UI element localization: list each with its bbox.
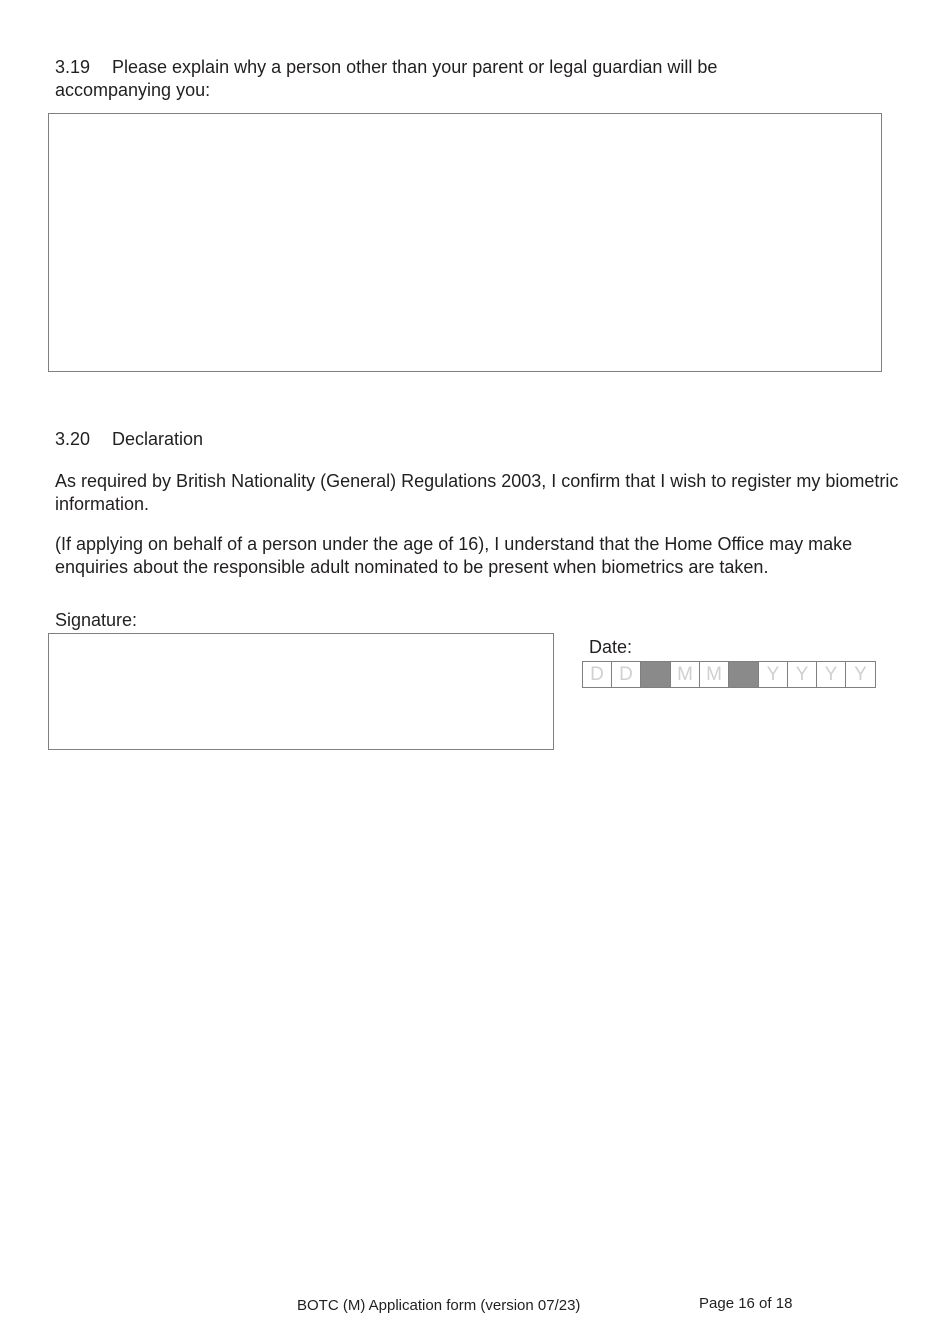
question-number: 3.20 — [55, 429, 91, 449]
date-year-digit-1[interactable]: Y — [759, 662, 788, 687]
date-day-digit-1[interactable]: D — [583, 662, 612, 687]
date-year-digit-3[interactable]: Y — [817, 662, 846, 687]
date-day-digit-2[interactable]: D — [612, 662, 641, 687]
question-text-line1: Please explain why a person other than your parent or legal guardian will be — [112, 57, 718, 77]
declaration-title: Declaration — [112, 429, 204, 449]
question-number: 3.19 — [55, 57, 91, 77]
date-separator — [641, 662, 671, 687]
question-3-19-text — [55, 56, 717, 102]
footer-form-name: BOTC (M) Application form (version 07/23) — [297, 1297, 581, 1314]
declaration-paragraph-2: (If applying on behalf of a person under the age of 16), I understand that the Home Office may make enquiries about the responsible adult nominated to be present when biometrics are taken. — [55, 534, 853, 577]
date-month-digit-1[interactable]: M — [671, 662, 700, 687]
question-text-line2: accompanying you: — [55, 80, 211, 100]
date-separator — [729, 662, 759, 687]
date-input-row — [582, 661, 876, 688]
date-label: Date: — [589, 637, 633, 657]
date-year-digit-2[interactable]: Y — [788, 662, 817, 687]
signature-field[interactable] — [48, 633, 554, 750]
signature-label: Signature: — [55, 610, 138, 630]
question-3-20-heading — [55, 428, 203, 451]
date-year-digit-4[interactable]: Y — [846, 662, 875, 687]
footer-page-number: Page 16 of 18 — [699, 1295, 793, 1312]
declaration-paragraph-1: As required by British Nationality (General) Regulations 2003, I confirm that I wish to register my biometric information. — [55, 471, 899, 514]
explanation-text-area[interactable] — [48, 113, 882, 372]
date-month-digit-2[interactable]: M — [700, 662, 729, 687]
